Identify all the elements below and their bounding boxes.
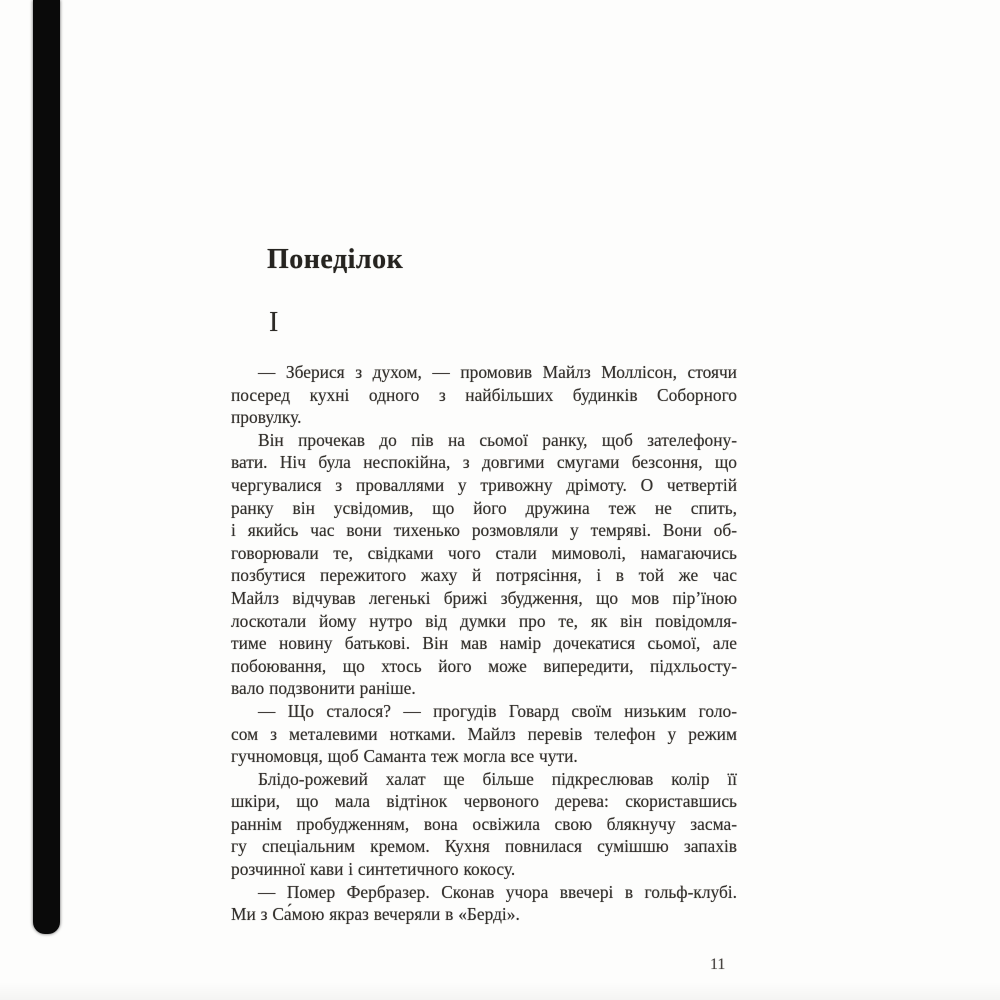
day-heading: Понеділок	[267, 244, 404, 275]
text-line: Він прочекав до пів на сьомої ранку, щоб зателефону-	[258, 429, 737, 450]
text-line: Ми з Са́мою якраз вечеряли в «Берді».	[231, 904, 520, 925]
text-line: Майлз відчував легенькі брижі збудження, що мов пір’їною	[231, 587, 737, 608]
text-line: сом з металевими нотками. Майлз перевів телефон у режим	[231, 723, 737, 744]
text-line: лоскотали йому нутро від думки про те, як він повідомля-	[231, 610, 737, 631]
text-line: — Помер Фербразер. Сконав учора ввечері в гольф-клубі.	[258, 881, 737, 902]
text-line: чергувалися з проваллями у тривожну дрімоту. О четвертій	[231, 474, 737, 495]
text-line: ранку він усвідомив, що його дружина теж не спить,	[231, 497, 737, 518]
text-line: вало подзвонити раніше.	[231, 678, 416, 699]
text-line: посеред кухні одного з найбільших будинків Соборного	[231, 384, 737, 405]
text-line: провулку.	[231, 407, 302, 428]
text-line: Блідо-рожевий халат ще більше підкреслював колір її	[258, 768, 737, 789]
chapter-numeral: I	[269, 307, 279, 338]
text-line: вати. Ніч була неспокійна, з довгими смугами безсоння, що	[231, 452, 737, 473]
text-line: гу спеціальним кремом. Кухня повнилася сумішшю запахів	[231, 836, 737, 857]
text-line: позбутися пережитого жаху й потрясіння, і в той же час	[231, 565, 737, 586]
text-line: тиме новину батькові. Він мав намір дочекатися сьомої, але	[231, 633, 737, 654]
text-line: побоювання, що хтось його може випередити, підхльосту-	[231, 655, 737, 676]
page-number: 11	[710, 956, 726, 973]
text-line: розчинної кави і синтетичного кокосу.	[231, 859, 516, 880]
text-line: — Зберися з духом, — промовив Майлз Моллісон, стоячи	[258, 362, 737, 382]
text-line: і якийсь час вони тихенько розмовляли у темряві. Вони об-	[231, 520, 737, 541]
text-line: — Що сталося? — прогудів Говард своїм низьким голо-	[258, 700, 737, 721]
text-line: говорювали те, свідками чого стали мимоволі, намагаючись	[231, 542, 737, 563]
text-line: гучномовця, щоб Саманта теж могла все чути.	[231, 746, 578, 767]
body-text	[231, 361, 737, 926]
text-line: раннім пробудженням, вона освіжила свою блякнучу засма-	[231, 813, 737, 834]
text-line: шкіри, що мала відтінок червоного дерева: скориставшись	[231, 791, 737, 812]
book-spine-shadow	[33, 0, 60, 934]
